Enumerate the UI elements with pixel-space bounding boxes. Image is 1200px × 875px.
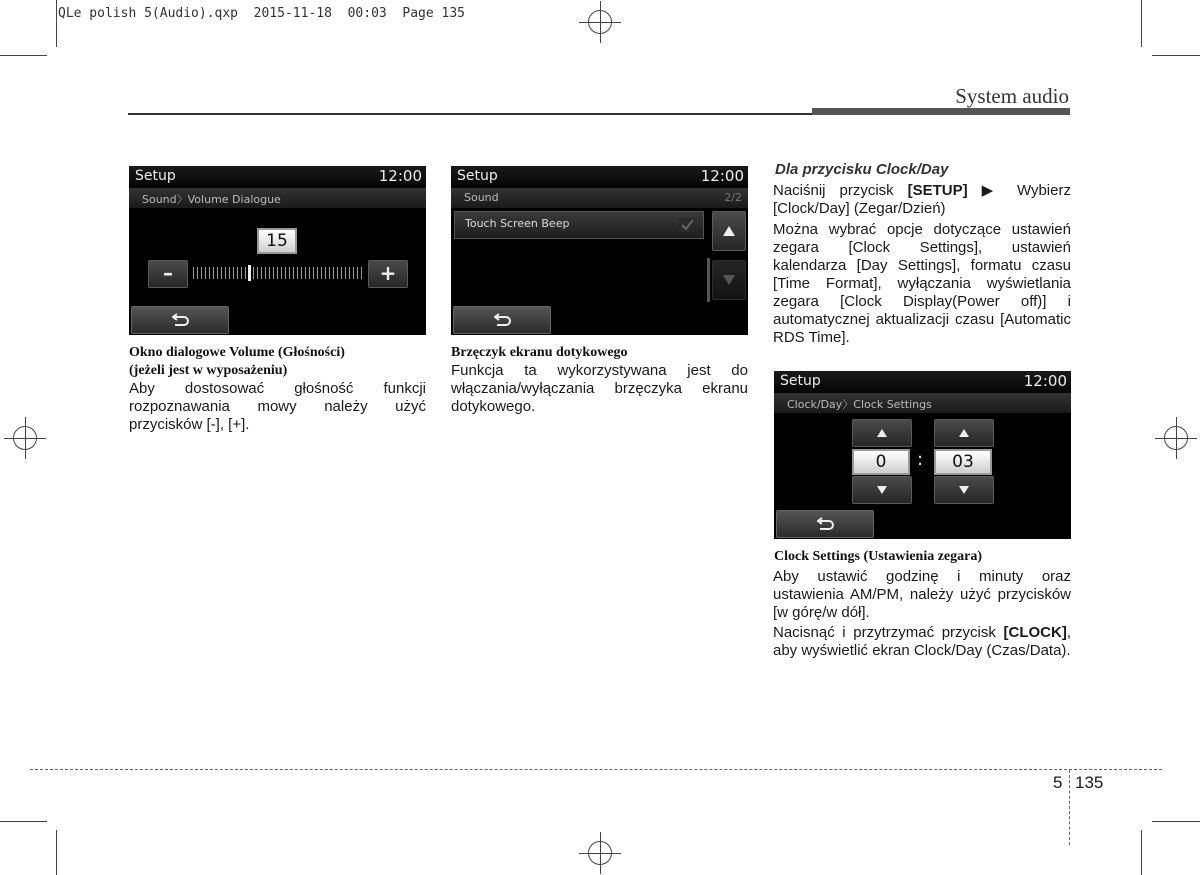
back-arrow-icon [817,516,835,530]
arrow-up-icon [877,429,887,437]
volume-caption-line1: Okno dialogowe Volume (Głośności) [129,345,345,360]
page-number: 135 [1075,773,1104,792]
screen-breadcrumb-bar [129,188,426,208]
instruction-text: Nacisnąć i przytrzymać przycisk [773,624,1004,641]
minute-value[interactable]: 03 [934,449,992,475]
arrow-down-icon [723,275,735,285]
screen-clock: 12:00 [378,167,422,185]
screen-breadcrumb-bar [451,188,748,208]
arrow-down-icon [959,486,969,494]
touch-screen-beep-item[interactable] [454,211,704,239]
sound-settings-screen [451,166,748,335]
crop-mark [1152,55,1200,56]
back-arrow-icon [494,312,512,326]
screen-title: Setup [780,373,821,389]
clock-key-instruction [773,624,1071,660]
screen-breadcrumb: Clock/Day〉Clock Settings [787,398,932,411]
screen-title: Setup [457,168,498,184]
crop-mark [1141,0,1142,47]
registration-mark [13,426,37,450]
clock-day-instruction [773,182,1071,218]
volume-dialogue-screen [129,166,426,335]
clock-day-options: Można wybrać opcje dotyczące ustawień zegara [Clock Settings], ustawień kalendarza [Day Settings], formatu czasu [Time Format], wyłączania wyświetlania zegara [Clock Display(Power off)] i automatycznej aktualizacji czasu [Automatic RDS Time]. [773,221,1071,346]
instruction-text: , aby wyświetlić ekran Clock/Day (Czas/Data). [773,624,1071,659]
screen-clock: 12:00 [1023,372,1067,390]
crop-mark [56,0,57,47]
volume-plus-button[interactable]: + [368,260,408,288]
scroll-up-button[interactable] [712,211,746,251]
volume-minus-button[interactable]: – [148,260,188,288]
volume-description: Aby dostosować głośność funkcji rozpoznawania mowy należy użyć przycisków [-], [+]. [129,380,426,433]
screen-topbar [451,166,748,188]
arrow-down-icon [877,486,887,494]
instruction-text: ▶ Wybierz [Clock/Day] (Zegar/Dzień) [773,182,1071,217]
registration-mark [588,841,612,865]
clock-day-heading: Dla przycisku Clock/Day [775,161,949,178]
screen-topbar [129,166,426,188]
crop-mark [1152,821,1200,822]
back-button[interactable] [776,510,874,538]
screen-clock: 12:00 [700,167,744,185]
crop-mark [1141,830,1142,875]
time-colon: : [917,449,924,470]
volume-slider[interactable] [193,267,363,279]
clock-settings-caption: Clock Settings (Ustawienia zegara) [774,549,983,564]
arrow-up-icon [959,429,969,437]
screen-topbar [774,371,1071,393]
scrollbar-track[interactable] [707,258,710,302]
volume-value: 15 [257,228,297,254]
setup-key-label: [SETUP] [907,182,968,199]
back-button[interactable] [453,306,551,334]
beep-description: Funkcja ta wykorzystywana jest do włączania/wyłączania brzęczyka ekranu dotykowego. [451,362,748,415]
touch-screen-beep-label: Touch Screen Beep [465,217,570,230]
screen-breadcrumb: Sound [464,191,499,204]
screen-title: Setup [135,168,176,184]
footer-divider [1069,770,1070,845]
header-rule-accent [812,108,1070,115]
footer-dashed-rule [30,769,1162,770]
clock-key-label: [CLOCK] [1003,624,1067,641]
hour-value[interactable]: 0 [852,449,910,475]
crop-mark [0,821,47,822]
back-button[interactable] [131,306,229,334]
hour-down-button[interactable] [852,476,912,504]
chapter-number: 5 [1053,773,1063,792]
volume-caption [129,344,429,380]
screen-breadcrumb-bar [774,393,1071,413]
scroll-down-button[interactable] [712,260,746,300]
registration-mark [1164,426,1188,450]
minute-down-button[interactable] [934,476,994,504]
arrow-up-icon [723,226,735,236]
crop-mark [0,55,47,56]
section-title: System audio [955,84,1069,108]
instruction-text: Naciśnij przycisk [773,182,908,199]
volume-caption-line2: (jeżeli jest w wyposażeniu) [129,363,288,378]
registration-mark [588,10,612,34]
clock-settings-screen [774,371,1071,539]
page-indicator: 2/2 [724,191,742,204]
print-header: QLe polish 5(Audio).qxp 2015-11-18 00:03 Page 135 [58,6,465,21]
minute-up-button[interactable] [934,419,994,447]
clock-settings-description: Aby ustawić godzinę i minuty oraz ustawienia AM/PM, należy użyć przycisków [w górę/w dół]. [773,568,1071,621]
checkmark-icon[interactable] [679,218,695,232]
volume-slider-thumb[interactable] [248,265,251,281]
screen-breadcrumb: Sound〉Volume Dialogue [142,193,281,206]
crop-mark [56,830,57,875]
hour-up-button[interactable] [852,419,912,447]
back-arrow-icon [172,312,190,326]
beep-caption: Brzęczyk ekranu dotykowego [451,345,628,360]
